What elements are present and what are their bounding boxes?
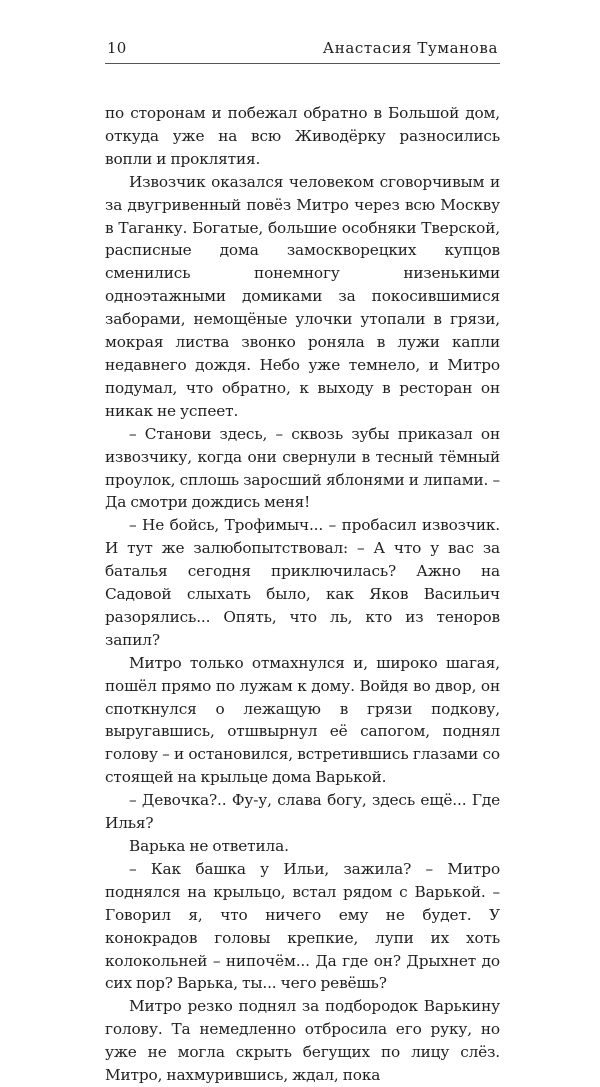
running-head xyxy=(105,26,500,56)
page-number: 10 xyxy=(107,39,127,57)
paragraph-9: Митро резко поднял за подбородок Варькину голову. Та немедленно отбросила его руку, но уже не могла скрыть бегущих по лицу слёз. Митро, нахмурившись, ждал, пока xyxy=(105,997,500,1085)
paragraph-2: Извозчик оказался человеком сговорчивым и за двугривенный повёз Митро через всю Москву в Таганку. Богатые, большие особняки Тверской, расписные дома замоскворецких купцов сменились понемногу низенькими одноэтажными домиками за покосившимися заборами, немощёные улочки утопали в грязи, мокрая листва звонко роняла в лужи капли недавнего дождя. Небо уже темнело, и Митро подумал, что обратно, к выходу в ресторан он никак не успеет. xyxy=(105,172,500,420)
paragraph-6: – Девочка?.. Фу-у, слава богу, здесь ещё... Где Илья? xyxy=(105,791,500,833)
paragraph-5: Митро только отмахнулся и, широко шагая, пошёл прямо по лужам к дому. Войдя во двор, он споткнулся о лежащую в грязи подкову, выругавшись, отшвырнул её сапогом, поднял голову – и остановился, встретившись глазами со стоящей на крыльце дома Варькой. xyxy=(105,653,500,787)
paragraph-4: – Не бойсь, Трофимыч... – пробасил извозчик. И тут же залюбопытствовал: – А что у вас за баталья сегодня приключилась? Ажно на Садовой слыхать было, как Яков Васильич разорялись... Опять, что ль, кто из теноров запил? xyxy=(105,516,500,649)
header-rule xyxy=(105,63,500,64)
paragraph-1: по сторонам и побежал обратно в Большой дом, откуда уже на всю Живодёрку разносились вопли и проклятия. xyxy=(105,104,500,168)
header-author: Анастасия Туманова xyxy=(322,39,498,57)
paragraph-8: – Как башка у Ильи, зажила? – Митро поднялся на крыльцо, встал рядом с Варькой. – Говорил я, что ничего ему не будет. У конокрадов головы крепкие, лупи их хоть колокольней – нипочём... Да где он? Дрыхнет до сих пор? Варька, ты... чего ревёшь? xyxy=(105,859,500,993)
book-page xyxy=(105,26,500,56)
paragraph-7: Варька не ответила. xyxy=(129,837,289,855)
paragraph-3: – Станови здесь, – сквозь зубы приказал он извозчику, когда они свернули в тесный тёмный проулок, сплошь заросший яблонями и липами. – Да смотри дождись меня! xyxy=(105,424,500,512)
body-text xyxy=(105,102,500,1087)
